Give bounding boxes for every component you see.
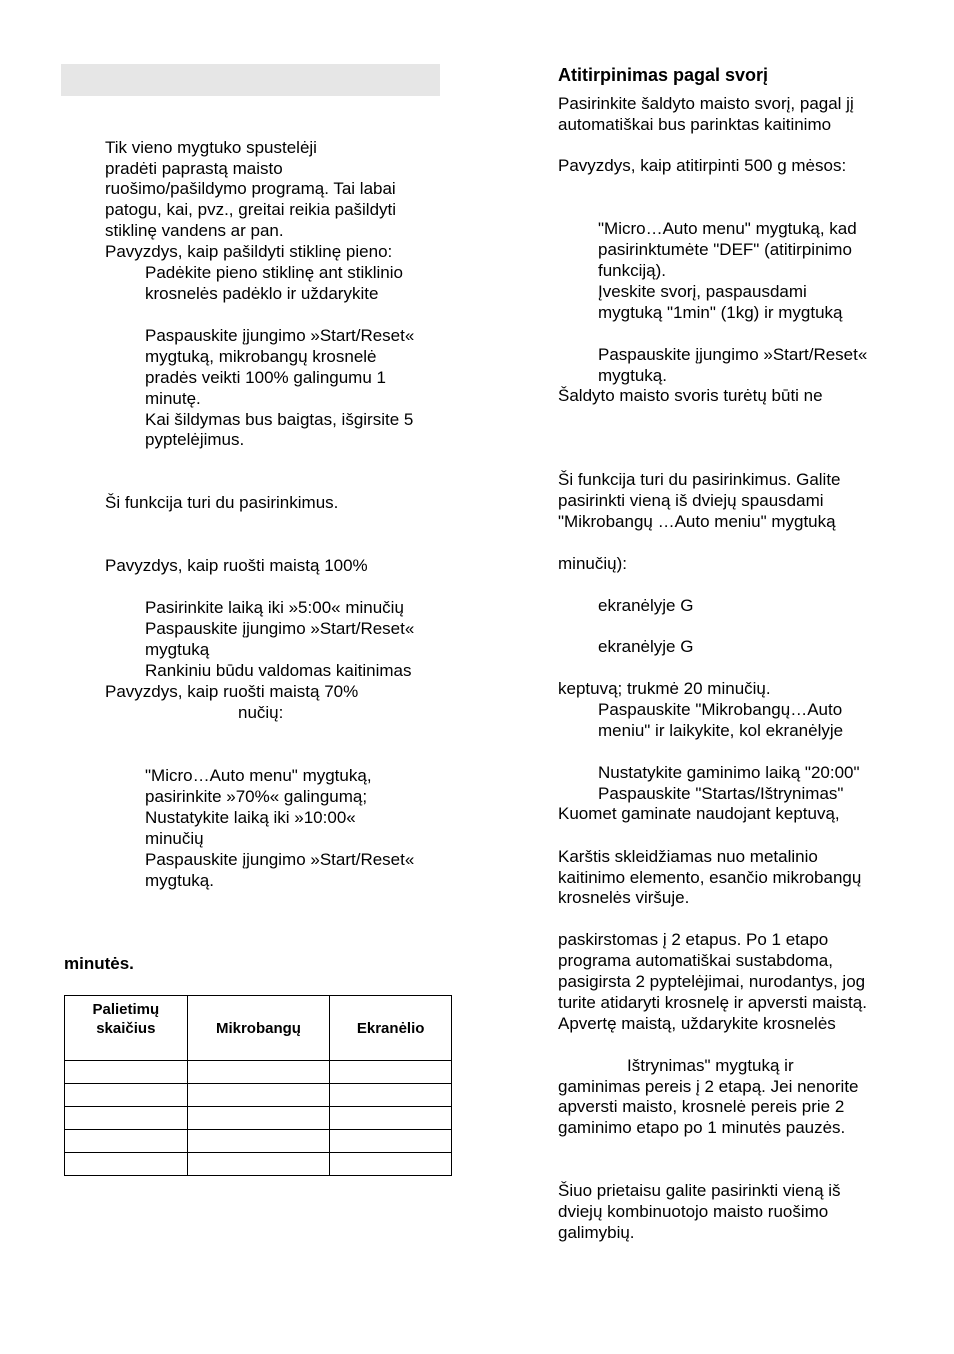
table-cell [65, 1084, 188, 1107]
left-step-line: pyptelėjimus. [145, 430, 245, 449]
left-text-line: Tik vieno mygtuko spustelėji [105, 138, 317, 157]
table-header-display: Ekranėlio [330, 996, 452, 1061]
right-step-line: Paspauskite įjungimo »Start/Reset« [598, 345, 868, 364]
left-step-line: pradės veikti 100% galingumu 1 [145, 368, 386, 387]
table-row [65, 1107, 452, 1130]
left-step-line: "Micro…Auto menu" mygtuką, [145, 766, 372, 785]
left-text-line: Ši funkcija turi du pasirinkimus. [105, 493, 339, 512]
table-row [65, 1130, 452, 1153]
table-row [65, 1153, 452, 1176]
right-text-line: kaitinimo elemento, esančio mikrobangų [558, 868, 862, 887]
right-text-line: gaminimas pereis į 2 etapą. Jei nenorite [558, 1077, 859, 1096]
right-text-line: automatiškai bus parinktas kaitinimo [558, 115, 832, 134]
right-text-line: dviejų kombinuotojo maisto ruošimo [558, 1202, 829, 1221]
left-text-line: ruošimo/pašildymo programą. Tai labai [105, 179, 396, 198]
table-cell [187, 1061, 330, 1084]
right-text-line: Ši funkcija turi du pasirinkimus. Galite [558, 470, 841, 489]
left-step-line: Padėkite pieno stiklinę ant stiklinio [145, 263, 403, 282]
left-step-line: krosnelės padėklo ir uždarykite [145, 284, 379, 303]
right-text-line: Kuomet gaminate naudojant keptuvą, [558, 804, 840, 823]
left-step-line: mygtuką. [145, 871, 214, 890]
right-text-line: pasigirsta 2 pyptelėjimai, nurodantys, jog [558, 972, 866, 991]
right-text-line: paskirstomas į 2 etapus. Po 1 etapo [558, 930, 829, 949]
right-text-line: Ištrynimas" mygtuką ir [627, 1056, 794, 1075]
left-text-line: nučių: [238, 703, 284, 722]
right-text-line: "Mikrobangų …Auto meniu" mygtuką [558, 512, 836, 531]
left-text-line: pradėti paprastą maisto [105, 159, 283, 178]
right-text-line: galimybių. [558, 1223, 635, 1242]
left-step-line: Rankiniu būdu valdomas kaitinimas [145, 661, 412, 680]
right-text-line: keptuvą; trukmė 20 minučių. [558, 679, 771, 698]
right-step-line: mygtuką "1min" (1kg) ir mygtuką [598, 303, 843, 322]
right-text-line: turite atidaryti krosnelę ir apversti maistą. [558, 993, 867, 1012]
left-step-line: minutę. [145, 389, 201, 408]
left-text-line: stiklinę vandens ar pan. [105, 221, 284, 240]
right-step-line: Paspauskite "Mikrobangų…Auto [598, 700, 843, 719]
right-text-line: Karštis skleidžiamas nuo metalinio [558, 847, 818, 866]
table-cell [65, 1107, 188, 1130]
left-step-line: mygtuką [145, 640, 210, 659]
table-cell [187, 1107, 330, 1130]
left-step-line: Nustatykite laiką iki »10:00« [145, 808, 356, 827]
table-row [65, 1084, 452, 1107]
section-title: Atitirpinimas pagal svorį [558, 65, 769, 85]
section-header-bar [61, 64, 440, 96]
right-text-line: pasirinkti vieną iš dviejų spausdami [558, 491, 824, 510]
table-header-row [65, 996, 452, 1061]
left-step-line: Paspauskite įjungimo »Start/Reset« [145, 619, 415, 638]
right-text-line: Pasirinkite šaldyto maisto svorį, pagal jį [558, 94, 854, 113]
table-cell [330, 1084, 452, 1107]
right-step-line: "Micro…Auto menu" mygtuką, kad [598, 219, 857, 238]
table-header-microwave: Mikrobangų [187, 996, 330, 1061]
table-cell [65, 1153, 188, 1176]
left-step-line: mygtuką, mikrobangų krosnelė [145, 347, 377, 366]
table-header-touches: Palietimų skaičius [65, 996, 188, 1061]
left-text-line: Pavyzdys, kaip ruošti maistą 100% [105, 556, 368, 575]
left-step-line: Kai šildymas bus baigtas, išgirsite 5 [145, 410, 414, 429]
table-row [65, 1061, 452, 1084]
right-text-line: Apvertę maistą, uždarykite krosnelės [558, 1014, 836, 1033]
right-step-line: Paspauskite "Startas/Ištrynimas" [598, 784, 844, 803]
right-step-line: pasirinktumėte "DEF" (atitirpinimo [598, 240, 852, 259]
right-step-line: Nustatykite gaminimo laiką "20:00" [598, 763, 860, 782]
table-cell [330, 1153, 452, 1176]
table-cell [65, 1061, 188, 1084]
right-text-line: Pavyzdys, kaip atitirpinti 500 g mėsos: [558, 156, 847, 175]
right-step-line: funkciją). [598, 261, 667, 280]
left-step-line: Paspauskite įjungimo »Start/Reset« [145, 850, 415, 869]
left-text-line: Pavyzdys, kaip ruošti maistą 70% [105, 682, 359, 701]
right-text-line: minučių): [558, 554, 627, 573]
right-text-line: programa automatiškai sustabdoma, [558, 951, 833, 970]
left-step-line: Pasirinkite laiką iki »5:00« minučių [145, 598, 404, 617]
right-step-line: ekranėlyje G [598, 596, 694, 615]
table-cell [330, 1130, 452, 1153]
left-text-line: Pavyzdys, kaip pašildyti stiklinę pieno: [105, 242, 393, 261]
table-cell [187, 1084, 330, 1107]
table-cell [330, 1061, 452, 1084]
right-text-line: krosnelės viršuje. [558, 888, 690, 907]
left-step-line: minučių [145, 829, 204, 848]
table-cell [187, 1153, 330, 1176]
table-cell [65, 1130, 188, 1153]
right-step-line: Įveskite svorį, paspausdami [598, 282, 807, 301]
minutes-label: minutės. [64, 954, 134, 973]
right-text-line: Šiuo prietaisu galite pasirinkti vieną iš [558, 1181, 841, 1200]
right-step-line: ekranėlyje G [598, 637, 694, 656]
table-cell [187, 1130, 330, 1153]
table-cell [330, 1107, 452, 1130]
right-text-line: gaminimo etapo po 1 minutės pauzės. [558, 1118, 846, 1137]
right-text-line: apversti maisto, krosnelė pereis prie 2 [558, 1097, 845, 1116]
left-text-line: patogu, kai, pvz., greitai reikia pašildyti [105, 200, 397, 219]
touch-count-table [64, 995, 452, 1176]
left-step-line: pasirinkite »70%« galingumą; [145, 787, 368, 806]
right-text-line: Šaldyto maisto svoris turėtų būti ne [558, 386, 823, 405]
left-step-line: Paspauskite įjungimo »Start/Reset« [145, 326, 415, 345]
right-step-line: mygtuką. [598, 366, 667, 385]
right-step-line: meniu" ir laikykite, kol ekranėlyje [598, 721, 844, 740]
